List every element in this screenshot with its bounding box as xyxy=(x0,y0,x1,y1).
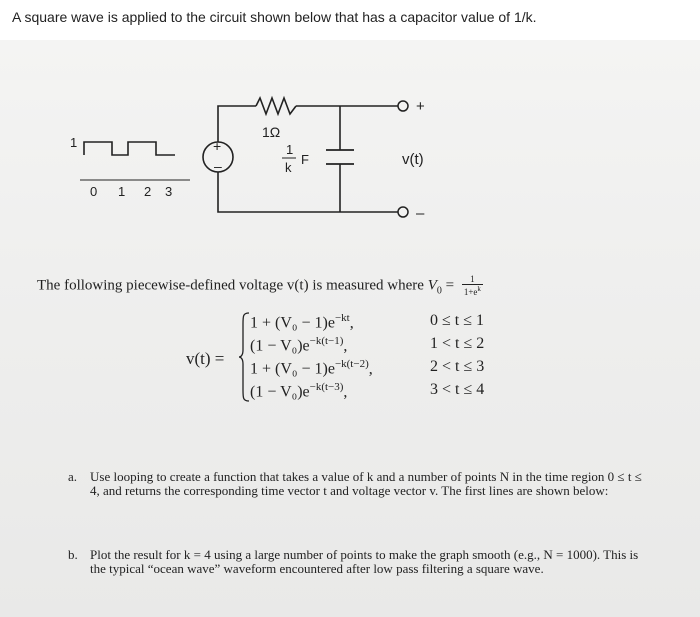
fraction-numerator: 1 xyxy=(462,275,483,285)
list-item-a xyxy=(68,470,668,520)
output-terminal-plus-icon xyxy=(398,101,408,111)
wave-tick-1: 1 xyxy=(118,184,126,199)
v0-fraction xyxy=(462,275,483,297)
v0-symbol: V xyxy=(427,277,437,294)
equation-lhs: v(t) = xyxy=(186,349,225,368)
output-terminal-minus-icon xyxy=(398,207,408,217)
item-text-a: Use looping to create a function that takes a value of k and a number of points N in the time region 0 ≤ t ≤ 4, and returns the corresponding time vector t and voltage vector v. The first lines are shown below: xyxy=(90,469,642,498)
case-exponent-1: −kt xyxy=(334,312,350,324)
circuit-diagram xyxy=(0,40,700,280)
case-expression-4 xyxy=(250,381,347,401)
capacitor-denominator: k xyxy=(285,160,292,175)
v0-subscript: 0 xyxy=(436,285,442,297)
resistor-label: 1Ω xyxy=(262,124,281,140)
case-expr-text-2: (1 − V₀)e xyxy=(250,337,310,355)
case-expr-text-3: 1 + (V₀ − 1)e xyxy=(250,360,335,378)
wave-tick-2: 2 xyxy=(144,184,152,199)
case-tail-1: , xyxy=(349,314,354,332)
case-condition-3: 2 < t ≤ 3 xyxy=(430,358,485,375)
case-expression-1 xyxy=(250,312,354,332)
wave-tick-0: 0 xyxy=(90,184,98,199)
resistor-icon xyxy=(256,98,296,114)
case-exponent-2: −k(t−1) xyxy=(309,335,344,347)
case-expression-3 xyxy=(250,358,373,378)
equals-sign: = xyxy=(445,277,455,294)
item-text-b: Plot the result for k = 4 using a large number of points to make the graph smooth (e.g., N = 1000). This is the typical “ocean wave” waveform encountered after low pass filtering a square wave. xyxy=(90,547,639,576)
wave-tick-3: 3 xyxy=(165,184,173,199)
case-condition-2: 1 < t ≤ 2 xyxy=(430,335,485,352)
case-expr-text-1: 1 + (V₀ − 1)e xyxy=(250,314,335,332)
case-expr-text-4: (1 − V₀)e xyxy=(250,383,310,401)
capacitor-unit: F xyxy=(301,152,309,167)
fraction-denominator-exponent: k xyxy=(477,285,481,293)
case-tail-3: , xyxy=(368,360,373,378)
source-plus-sign: + xyxy=(213,138,222,154)
capacitor-numerator: 1 xyxy=(286,142,294,157)
output-minus-label: – xyxy=(416,205,425,222)
output-voltage-label: v(t) xyxy=(402,151,424,168)
case-exponent-3: −k(t−2) xyxy=(334,358,369,370)
wave-level-label: 1 xyxy=(70,135,78,150)
case-exponent-4: −k(t−3) xyxy=(309,381,344,393)
statement-line xyxy=(37,275,483,297)
case-tail-4: , xyxy=(343,383,348,401)
item-label-a: a. xyxy=(68,469,78,484)
fraction-denominator xyxy=(462,285,483,297)
case-expression-2 xyxy=(250,335,347,355)
left-brace-icon xyxy=(238,312,250,402)
case-tail-2: , xyxy=(343,337,348,355)
list-item-b xyxy=(68,548,668,584)
case-condition-1: 0 ≤ t ≤ 1 xyxy=(430,312,485,329)
problem-intro: A square wave is applied to the circuit shown below that has a capacitor value of 1/k. xyxy=(12,9,537,25)
capacitor-icon xyxy=(326,150,354,164)
square-wave-icon xyxy=(80,142,190,180)
item-label-b: b. xyxy=(68,547,78,562)
case-condition-4: 3 < t ≤ 4 xyxy=(430,381,485,398)
statement-text: The following piecewise-defined voltage v(t) is measured where xyxy=(37,277,424,294)
source-minus-sign: – xyxy=(214,158,222,174)
fraction-denominator-base: 1+e xyxy=(463,287,478,297)
output-plus-label: + xyxy=(416,98,425,115)
